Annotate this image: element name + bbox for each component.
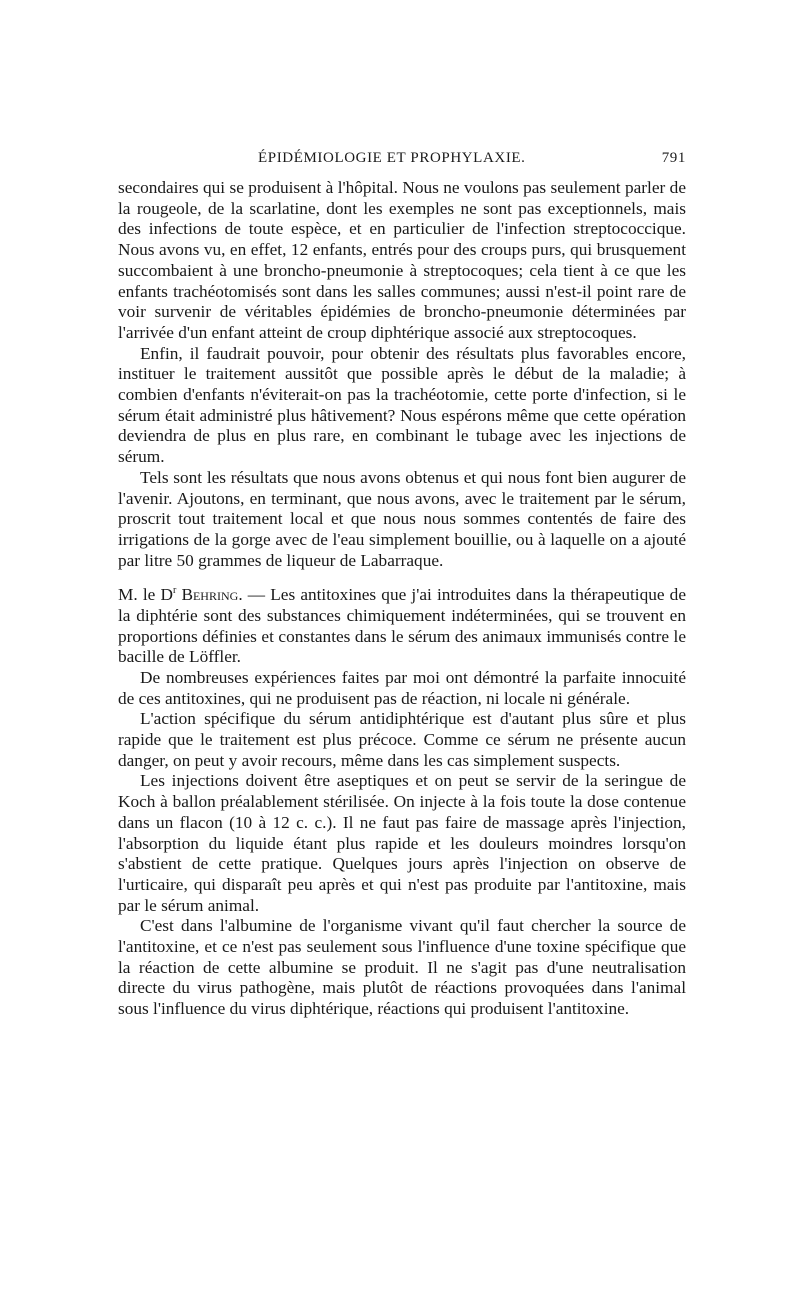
paragraph: C'est dans l'albumine de l'organisme vivant qu'il faut chercher la source de l'antitoxine, et ce n'est pas seulement sous l'influence d'une toxine spécifique que la réaction de cette albumine se produit. Il ne s'agit pas d'une neutralisation directe du virus pathogène, mais plutôt de réactions provoquées dans l'animal sous l'influence du virus diphtérique, réactions qui produisent l'antitoxine. (118, 916, 686, 1019)
paragraph: Les injections doivent être aseptiques et on peut se servir de la seringue de Koch à ballon préalablement stérilisée. On injecte à la fois toute la dose contenue dans un flacon (10 à 12 c. c.). Il ne faut pas faire de massage après l'injection, l'absorption du liquide étant plus rapide et les douleurs moindres lorsqu'on s'abstient de cette pratique. Quelques jours après l'injection on observe de l'urticaire, qui disparaît peu après et qui n'est pas produite par l'antitoxine, mais par le sérum animal. (118, 771, 686, 915)
speaker-name: Behring (181, 585, 239, 605)
speaker-text: . — Les antitoxines que j'ai introduites dans la thérapeutique de la diphtérie sont des substances chimiquement indéterminées, qui se trouvent en proportions définies et constantes dans le sérum des animaux immunisés contre le bacille de Löffler. (118, 585, 686, 667)
running-title: ÉPIDÉMIOLOGIE ET PROPHYLAXIE. (258, 150, 526, 166)
paragraph: De nombreuses expériences faites par moi ont démontré la parfaite innocuité de ces antitoxines, qui ne produisent pas de réaction, ni locale ni générale. (118, 667, 686, 708)
page-number: 791 (661, 150, 686, 166)
paragraph-continuation: secondaires qui se produisent à l'hôpital. Nous ne voulons pas seulement parler de la rougeole, de la scarlatine, dont les exemples ne sont pas exceptionnels, mais des infections de toute espèce, et en particulier de l'infection streptococcique. Nous avons vu, en effet, 12 enfants, entrés pour des croups purs, qui brusquement succombaient à une broncho-pneumonie à streptocoques; cela tient à ce que les enfants trachéotomisés sont dans les salles communes; aussi n'est-il point rare de voir survenir de véritables épidémies de broncho-pneumonie déterminées par l'arrivée d'un enfant atteint de croup diphtérique associé aux streptocoques. (118, 178, 686, 342)
paragraph: Tels sont les résultats que nous avons obtenus et qui nous font bien augurer de l'avenir. Ajoutons, en terminant, que nous avons, avec le traitement par le sérum, proscrit tout traitement local et que nous nous sommes contentés de faire des irrigations de la gorge avec de l'eau simplement bouillie, ou à laquelle on a ajouté par litre 50 grammes de liqueur de Labarraque. (118, 467, 686, 570)
speaker-paragraph (118, 581, 686, 668)
speaker-prefix-superscript: r (172, 585, 177, 597)
page-body (118, 178, 686, 1020)
paragraph: L'action spécifique du sérum antidiphtérique est d'autant plus sûre et plus rapide que le traitement est plus précoce. Comme ce sérum ne présente aucun danger, on peut y avoir recours, même dans les cas simplement suspects. (118, 709, 686, 770)
speaker-prefix: M. le D (118, 585, 173, 605)
book-page (118, 150, 686, 1020)
paragraph: Enfin, il faudrait pouvoir, pour obtenir des résultats plus favorables encore, instituer le traitement aussitôt que possible après le début de la maladie; à combien d'enfants n'éviterait-on pas la trachéotomie, cette porte d'infection, si le sérum était administré plus hâtivement? Nous espérons même que cette opération deviendra de plus en plus rare, en combinant le tubage avec les injections de sérum. (118, 343, 686, 467)
running-header (118, 150, 686, 178)
